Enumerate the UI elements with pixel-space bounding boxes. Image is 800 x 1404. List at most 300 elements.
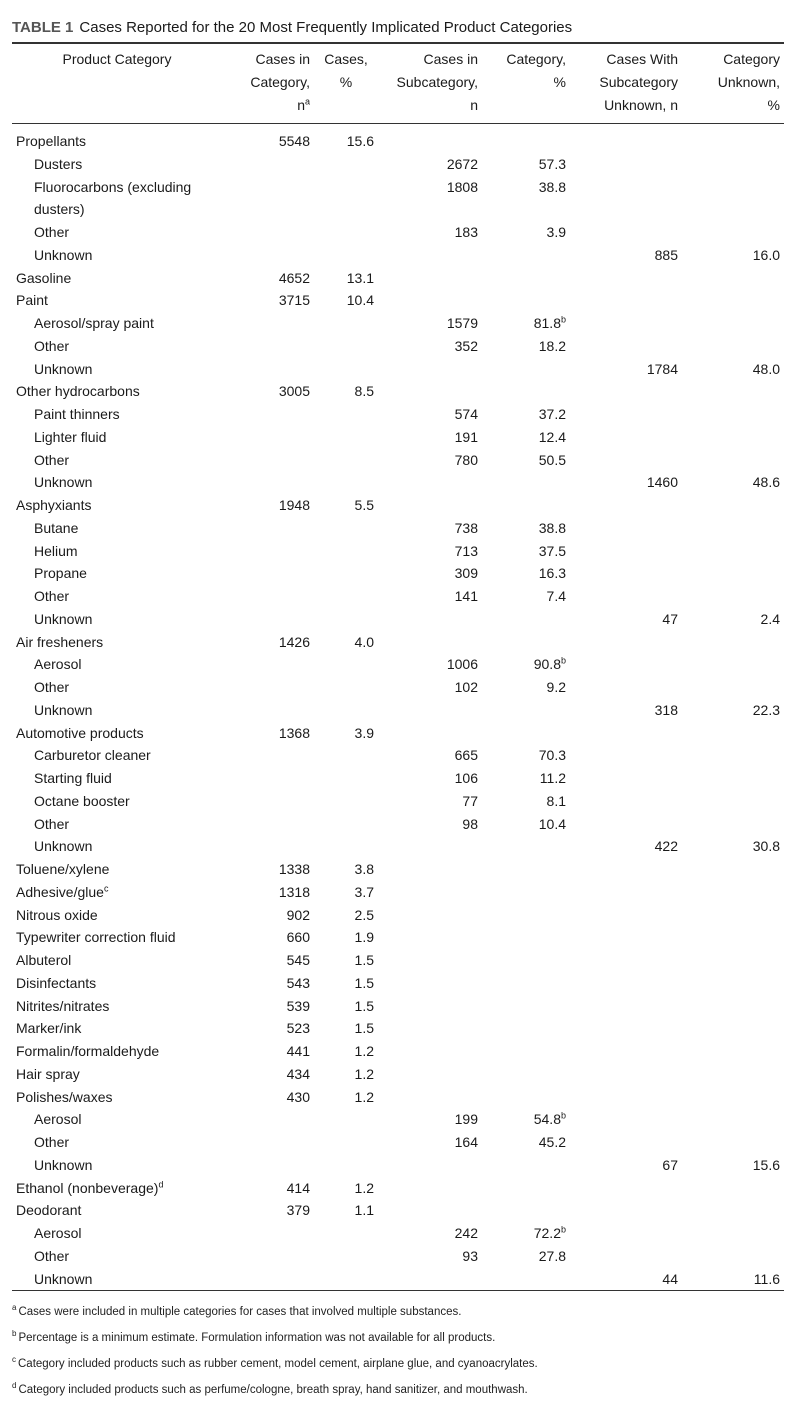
cases-in-category-cell (222, 1268, 314, 1291)
subcategory-row (12, 312, 784, 335)
cases-percent-cell (314, 699, 378, 722)
cases-unknown-cell (570, 1222, 682, 1245)
cell-value: 3005 (278, 383, 310, 400)
product-category-cell (12, 562, 222, 585)
header-line: Cases in (255, 51, 310, 67)
cases-unknown-cell (570, 403, 682, 426)
cases-in-subcategory-cell (378, 1177, 482, 1200)
cases-in-subcategory-cell (378, 1222, 482, 1245)
cases-in-subcategory-cell (378, 699, 482, 722)
subcategory-row (12, 1131, 784, 1154)
subcategory-row (12, 585, 784, 608)
cases-percent-cell (314, 1040, 378, 1063)
product-category-cell (12, 1040, 222, 1063)
unknown-percent-cell (682, 631, 784, 654)
product-category-name: Unknown (34, 701, 93, 718)
cases-in-subcategory-cell (378, 124, 482, 153)
cell-value: 12.4 (538, 428, 566, 445)
cases-in-category-cell (222, 699, 314, 722)
subcategory-row (12, 835, 784, 858)
cases-percent-cell (314, 562, 378, 585)
cell-value: 3.9 (546, 224, 566, 240)
product-category-name: Paint (16, 292, 48, 309)
category-percent-cell (482, 1199, 570, 1222)
footnote-mark: b (12, 1329, 17, 1339)
cases-percent-cell (314, 926, 378, 949)
cases-unknown-cell (570, 653, 682, 676)
product-category-cell (12, 1063, 222, 1086)
cases-percent-cell (314, 335, 378, 358)
cases-in-category-cell (222, 949, 314, 972)
cell-value: 660 (286, 929, 310, 946)
cell-value: 38.8 (538, 519, 566, 536)
unknown-percent-cell (682, 722, 784, 745)
header-category-unknown-percent (682, 43, 784, 124)
unknown-percent-cell (682, 176, 784, 222)
cases-percent-cell (314, 653, 378, 676)
category-row (12, 631, 784, 654)
cases-percent-cell (314, 153, 378, 176)
cell-value: 16.3 (538, 565, 566, 582)
product-category-cell (12, 1268, 222, 1291)
unknown-percent-cell (682, 1131, 784, 1154)
unknown-percent-cell (682, 312, 784, 335)
header-line: % (339, 74, 353, 90)
cases-in-subcategory-cell (378, 1268, 482, 1291)
unknown-percent-cell (682, 471, 784, 494)
cases-unknown-cell (570, 767, 682, 790)
cell-value: 13.1 (346, 269, 374, 286)
cases-percent-cell (314, 767, 378, 790)
cases-unknown-cell (570, 1086, 682, 1109)
cell-value: 414 (286, 1179, 310, 1196)
product-category-cell (12, 267, 222, 290)
product-category-cell (12, 403, 222, 426)
product-category-name: Toluene/xylene (16, 861, 110, 877)
cases-unknown-cell (570, 881, 682, 904)
product-category-cell (12, 858, 222, 881)
cases-in-subcategory-cell (378, 881, 482, 904)
unknown-percent-cell (682, 403, 784, 426)
cell-value: 2.4 (760, 610, 780, 627)
cell-value: 434 (286, 1065, 310, 1082)
cases-in-subcategory-cell (378, 517, 482, 540)
cases-in-category-cell (222, 244, 314, 267)
cases-percent-cell (314, 1063, 378, 1086)
cell-value: 164 (454, 1134, 478, 1150)
cell-value: 1460 (646, 474, 678, 491)
footnote-text: Category included products such as rubber cement, model cement, airplane glue, and cyanoacrylates. (18, 1357, 538, 1370)
cell-value: 93 (462, 1247, 478, 1264)
cases-unknown-cell (570, 744, 682, 767)
product-category-cell (12, 471, 222, 494)
product-category-cell (12, 608, 222, 631)
category-percent-cell (482, 653, 570, 676)
cases-unknown-cell (570, 1017, 682, 1040)
category-row (12, 1199, 784, 1222)
unknown-percent-cell (682, 358, 784, 381)
cases-in-category-cell (222, 562, 314, 585)
cell-value: 1426 (278, 633, 310, 650)
category-percent-cell (482, 358, 570, 381)
cases-in-category-cell (222, 1222, 314, 1245)
category-percent-cell (482, 221, 570, 244)
category-row (12, 1086, 784, 1109)
header-line: Subcategory, (396, 74, 478, 90)
product-category-name: Helium (34, 542, 78, 559)
product-category-name: Lighter fluid (34, 428, 107, 445)
cases-percent-cell (314, 1177, 378, 1200)
cell-value: 539 (286, 997, 310, 1014)
cases-percent-cell (314, 289, 378, 312)
footnote-text: Percentage is a minimum estimate. Formulation information was not available for all products. (18, 1331, 496, 1344)
unknown-percent-cell (682, 267, 784, 290)
category-percent-cell (482, 267, 570, 290)
cases-in-subcategory-cell (378, 1245, 482, 1268)
cases-unknown-cell (570, 1268, 682, 1291)
subcategory-row (12, 176, 784, 222)
category-percent-cell (482, 835, 570, 858)
cell-value: 4652 (278, 269, 310, 286)
cell-value: 1.2 (354, 1065, 374, 1082)
product-category-cell (12, 949, 222, 972)
product-category-name: Aerosol (34, 1111, 82, 1128)
product-category-cell (12, 813, 222, 836)
category-percent-cell (482, 744, 570, 767)
cases-percent-cell (314, 1268, 378, 1291)
category-percent-cell (482, 1268, 570, 1291)
cell-value: 191 (454, 428, 478, 445)
cases-percent-cell (314, 949, 378, 972)
cell-value: 713 (454, 542, 478, 559)
cases-in-category-cell (222, 676, 314, 699)
cases-unknown-cell (570, 699, 682, 722)
product-category-name: Unknown (34, 246, 93, 263)
unknown-percent-cell (682, 124, 784, 153)
category-row (12, 1040, 784, 1063)
category-row (12, 1177, 784, 1200)
category-percent-cell (482, 608, 570, 631)
cell-value: 8.1 (546, 792, 566, 809)
cell-value: 38.8 (538, 178, 566, 195)
cases-unknown-cell (570, 904, 682, 927)
header-line: Subcategory (599, 74, 678, 90)
footnotes (12, 1297, 784, 1400)
cases-percent-cell (314, 1199, 378, 1222)
cases-in-subcategory-cell (378, 790, 482, 813)
cases-in-subcategory-cell (378, 904, 482, 927)
cases-unknown-cell (570, 972, 682, 995)
subcategory-row (12, 244, 784, 267)
cases-in-subcategory-cell (378, 767, 482, 790)
unknown-percent-cell (682, 517, 784, 540)
cell-value: 422 (654, 838, 678, 855)
category-percent-cell (482, 995, 570, 1018)
cell-value: 70.3 (538, 747, 566, 764)
cases-in-category-cell (222, 426, 314, 449)
cases-in-category-cell (222, 1086, 314, 1109)
category-percent-cell (482, 1131, 570, 1154)
cases-in-category-cell (222, 289, 314, 312)
category-percent-cell (482, 1177, 570, 1200)
cases-in-subcategory-cell (378, 358, 482, 381)
product-category-cell (12, 995, 222, 1018)
cases-in-subcategory-cell (378, 813, 482, 836)
footnote (12, 1297, 784, 1323)
product-category-cell (12, 904, 222, 927)
cell-value: 309 (454, 565, 478, 582)
cases-unknown-cell (570, 585, 682, 608)
category-percent-cell (482, 813, 570, 836)
cases-unknown-cell (570, 312, 682, 335)
cell-value: 430 (286, 1088, 310, 1105)
header-cases-subcategory-unknown (570, 43, 682, 124)
footnote-mark: a (12, 1303, 17, 1313)
subcategory-row (12, 1108, 784, 1131)
cases-percent-cell (314, 1222, 378, 1245)
product-category-name: Dusters (34, 155, 83, 172)
unknown-percent-cell (682, 449, 784, 472)
cell-value: 102 (454, 679, 478, 695)
product-category-name: Formalin/formaldehyde (16, 1043, 160, 1059)
cases-in-subcategory-cell (378, 426, 482, 449)
cases-in-category-cell (222, 358, 314, 381)
header-line: Cases, (324, 51, 368, 67)
cell-value: 1338 (278, 861, 310, 877)
cases-unknown-cell (570, 244, 682, 267)
cases-in-category-cell (222, 744, 314, 767)
cases-in-subcategory-cell (378, 1063, 482, 1086)
subcategory-row (12, 676, 784, 699)
unknown-percent-cell (682, 562, 784, 585)
product-category-name: Albuterol (16, 952, 72, 968)
header-line: % (553, 74, 566, 90)
cases-in-subcategory-cell (378, 221, 482, 244)
cases-percent-cell (314, 1108, 378, 1131)
product-category-name: Other (34, 224, 70, 240)
category-row (12, 904, 784, 927)
cases-unknown-cell (570, 221, 682, 244)
cell-value: 199 (454, 1111, 478, 1128)
product-category-name: Other (34, 588, 70, 604)
cell-value: 8.5 (354, 383, 374, 400)
cases-unknown-cell (570, 358, 682, 381)
cases-unknown-cell (570, 608, 682, 631)
cases-unknown-cell (570, 835, 682, 858)
cases-in-category-cell (222, 722, 314, 745)
cell-value: 48.0 (752, 360, 780, 377)
product-category-name: Butane (34, 519, 79, 536)
category-row (12, 949, 784, 972)
cell-value: 57.3 (538, 155, 566, 172)
header-line: Product Category (62, 51, 172, 67)
subcategory-row (12, 813, 784, 836)
subcategory-row (12, 562, 784, 585)
product-category-name: Unknown (34, 610, 93, 627)
unknown-percent-cell (682, 699, 784, 722)
cases-in-subcategory-cell (378, 153, 482, 176)
cases-in-category-cell (222, 585, 314, 608)
cases-in-category-cell (222, 1063, 314, 1086)
unknown-percent-cell (682, 608, 784, 631)
cases-unknown-cell (570, 426, 682, 449)
cell-value: 543 (286, 974, 310, 991)
cases-unknown-cell (570, 380, 682, 403)
cell-value: 44 (662, 1270, 678, 1287)
category-percent-cell (482, 494, 570, 517)
product-category-cell (12, 1245, 222, 1268)
category-row (12, 972, 784, 995)
cell-value: 1.1 (354, 1202, 374, 1219)
cases-percent-cell (314, 221, 378, 244)
cell-value: 1579 (446, 315, 478, 331)
subcategory-row (12, 1222, 784, 1245)
subcategory-row (12, 1268, 784, 1291)
cell-value: 1.2 (354, 1088, 374, 1105)
subcategory-row (12, 608, 784, 631)
header-line: Unknown, (717, 74, 780, 90)
header-cases-in-subcategory (378, 43, 482, 124)
cases-in-subcategory-cell (378, 380, 482, 403)
unknown-percent-cell (682, 1177, 784, 1200)
cases-in-subcategory-cell (378, 312, 482, 335)
cell-value: 4.0 (354, 633, 374, 650)
cell-value: 545 (286, 952, 310, 968)
product-category-cell (12, 335, 222, 358)
cases-percent-cell (314, 1245, 378, 1268)
footnote-marker: a (304, 96, 310, 107)
category-percent-cell (482, 1108, 570, 1131)
subcategory-row (12, 358, 784, 381)
category-percent-cell (482, 722, 570, 745)
cases-unknown-cell (570, 494, 682, 517)
category-percent-cell (482, 312, 570, 335)
product-category-name: Other (34, 1134, 70, 1150)
product-category-name: Hair spray (16, 1065, 80, 1082)
header-line: n (297, 97, 305, 113)
category-percent-cell (482, 881, 570, 904)
cases-in-subcategory-cell (378, 449, 482, 472)
product-category-name: Disinfectants (16, 974, 97, 991)
cases-unknown-cell (570, 722, 682, 745)
product-category-cell (12, 631, 222, 654)
cases-in-subcategory-cell (378, 289, 482, 312)
cases-in-subcategory-cell (378, 1199, 482, 1222)
category-row (12, 881, 784, 904)
header-line: Category, (250, 74, 310, 90)
cases-in-subcategory-cell (378, 676, 482, 699)
cases-percent-cell (314, 403, 378, 426)
header-category-percent (482, 43, 570, 124)
footnote-marker: b (560, 314, 566, 325)
cases-unknown-cell (570, 676, 682, 699)
cell-value: 2672 (446, 155, 478, 172)
cell-value: 1.9 (354, 929, 374, 946)
cases-in-subcategory-cell (378, 244, 482, 267)
cell-value: 22.3 (752, 701, 780, 718)
cell-value: 183 (454, 224, 478, 240)
cases-in-category-cell (222, 380, 314, 403)
product-category-cell (12, 380, 222, 403)
unknown-percent-cell (682, 790, 784, 813)
cases-in-category-cell (222, 471, 314, 494)
cases-in-category-cell (222, 1131, 314, 1154)
category-percent-cell (482, 244, 570, 267)
cases-in-subcategory-cell (378, 1154, 482, 1177)
category-percent-cell (482, 699, 570, 722)
product-category-name: Unknown (34, 1270, 93, 1287)
subcategory-row (12, 471, 784, 494)
unknown-percent-cell (682, 949, 784, 972)
product-category-name: Aerosol/spray paint (34, 315, 154, 331)
cell-value: 352 (454, 337, 478, 354)
cases-in-category-cell (222, 221, 314, 244)
cases-unknown-cell (570, 1154, 682, 1177)
cases-in-category-cell (222, 124, 314, 153)
unknown-percent-cell (682, 426, 784, 449)
category-percent-cell (482, 517, 570, 540)
category-row (12, 267, 784, 290)
header-line: Category, (506, 51, 566, 67)
cell-value: 81.8 (533, 315, 561, 331)
unknown-percent-cell (682, 1108, 784, 1131)
unknown-percent-cell (682, 380, 784, 403)
header-line: Category (723, 51, 780, 67)
cases-in-category-cell (222, 1040, 314, 1063)
unknown-percent-cell (682, 335, 784, 358)
cases-unknown-cell (570, 949, 682, 972)
cases-in-category-cell (222, 335, 314, 358)
subcategory-row (12, 540, 784, 563)
unknown-percent-cell (682, 1222, 784, 1245)
cell-value: 72.2 (533, 1225, 561, 1241)
product-category-name: Unknown (34, 838, 93, 855)
unknown-percent-cell (682, 1086, 784, 1109)
cases-unknown-cell (570, 289, 682, 312)
cases-unknown-cell (570, 176, 682, 222)
category-percent-cell (482, 631, 570, 654)
product-category-cell (12, 881, 222, 904)
cell-value: 11.6 (753, 1270, 780, 1287)
product-category-cell (12, 244, 222, 267)
cell-value: 15.6 (346, 133, 374, 149)
cases-in-category-cell (222, 926, 314, 949)
product-category-name: Nitrites/nitrates (16, 997, 110, 1014)
product-category-cell (12, 835, 222, 858)
cases-in-category-cell (222, 1108, 314, 1131)
header-line: Cases With (606, 51, 678, 67)
unknown-percent-cell (682, 676, 784, 699)
cases-percent-cell (314, 176, 378, 222)
cell-value: 523 (286, 1020, 310, 1037)
cases-percent-cell (314, 380, 378, 403)
unknown-percent-cell (682, 767, 784, 790)
cell-value: 1.2 (354, 1043, 374, 1059)
footnote-marker: b (560, 655, 566, 666)
subcategory-row (12, 699, 784, 722)
cases-in-category-cell (222, 904, 314, 927)
cases-in-subcategory-cell (378, 494, 482, 517)
cases-unknown-cell (570, 1199, 682, 1222)
cell-value: 379 (286, 1202, 310, 1219)
category-row (12, 494, 784, 517)
cases-in-category-cell (222, 881, 314, 904)
cell-value: 3.8 (354, 861, 374, 877)
product-category-cell (12, 517, 222, 540)
category-percent-cell (482, 540, 570, 563)
cell-value: 5.5 (354, 497, 374, 513)
cases-in-subcategory-cell (378, 176, 482, 222)
